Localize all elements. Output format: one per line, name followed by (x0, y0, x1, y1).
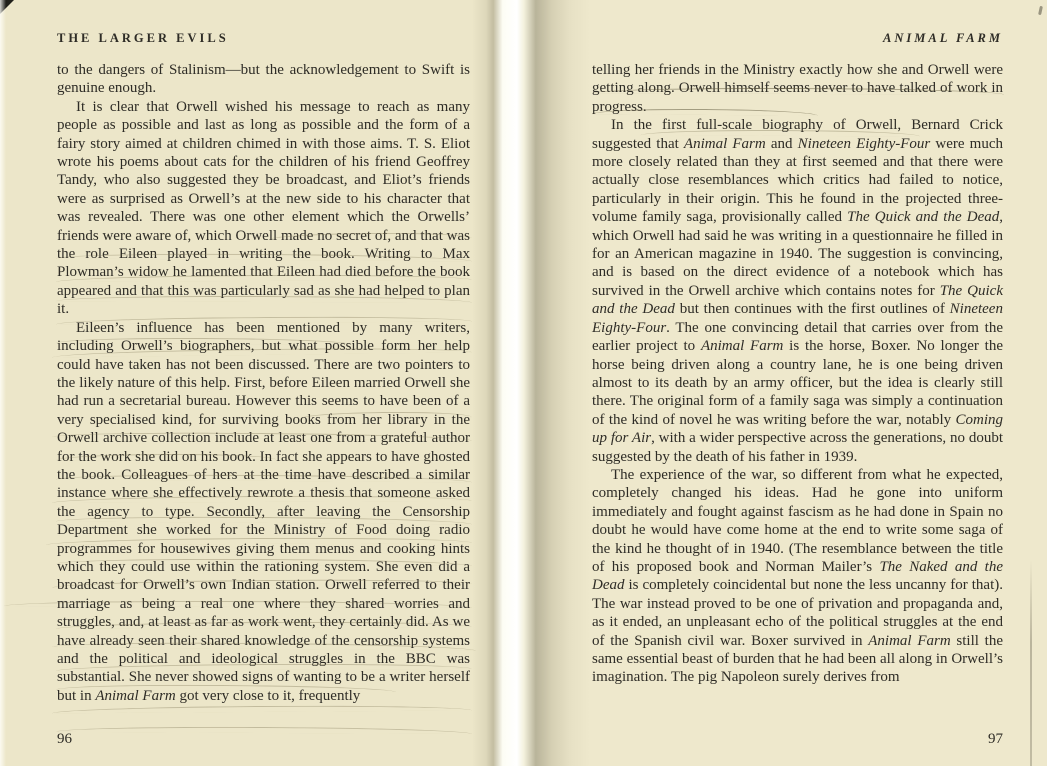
page-edge-line (1030, 560, 1032, 766)
book-title-italic: Animal Farm (95, 687, 176, 704)
left-page (0, 0, 497, 766)
right-text-block (592, 61, 1003, 687)
book-title-italic: Animal Farm (700, 338, 784, 355)
right-running-head: ANIMAL FARM (883, 31, 1003, 45)
text-run: It is clear that Orwell wished his message to reach as many people as possible and last as long as possible and the form of a fairy story aimed at children chimed in with those aims. T. S. Eliot wrote his poems about cats for the children of his friend Geoffrey Tandy, who also suggested they be broadcast, and Eliot’s friends were as surprised as Orwell’s at the new side to his character that was revealed. There was one other element which the Orwells’ friends were aware of, which Orwell made no secret of, and that was the role Eileen played in writing the book. Writing to Max Plowman’s widow he lamented that Eileen had died before the book appeared and that this was particularly sad as she had helped to plan it. (57, 98, 470, 318)
right-page (520, 0, 1047, 766)
book-gutter (472, 0, 590, 766)
text-run: but then continues with the first outlines of (674, 301, 950, 318)
book-title-italic: The Quick and the Dead (847, 209, 1000, 226)
text-run: were much more closely related than they at first seemed and that there were actually close resemblances which critics had failed to notice, particularly in their origin. This he found in the projected three-volume family saga, provisionally called (592, 135, 1003, 226)
paragraph (592, 466, 1003, 687)
text-run: to the dangers of Stalinism—but the acknowledgement to Swift is genuine enough. (57, 62, 470, 97)
left-page-number: 96 (57, 731, 72, 747)
book-title-italic: Coming up for Air (592, 411, 1003, 447)
book-title-italic: The Naked and the Dead (592, 558, 1003, 594)
text-run: , which Orwell had said he was writing in a questionnaire he filled in for an American magazine in 1940. The suggestion is convincing, and is based on the direct evidence of a notebook which has survived in the Orwell archive which contains notes for (592, 209, 1003, 299)
text-run: still the same essential beast of burden that he had been all along in Orwell’s imagination. The pig Napoleon surely derives from (592, 632, 1003, 686)
book-title-italic: Nineteen Eighty-Four (592, 301, 1003, 336)
text-run: got very close to it, frequently (175, 687, 361, 704)
left-text-block (57, 61, 470, 705)
text-run: The experience of the war, so different from what he expected, completely changed his ideas. Had he gone into uniform immediately and fought against fascism as he had done in Spain no doubt he would have come home at the end to write some saga of the kind he thought of in 1940. (The resemblance between the title of his proposed book and Norman Mailer’s (592, 466, 1003, 575)
text-run: In the first full-scale biography of Orwell, Bernard Crick suggested that (592, 117, 1003, 152)
paragraph (57, 61, 470, 98)
scan-left-edge (0, 0, 6, 766)
right-page-number: 97 (988, 731, 1003, 747)
text-run: Eileen’s influence has been mentioned by many writers, including Orwell’s biographers, but what possible form her help could have taken has not been discussed. There are two pointers to the likely nature of this help. First, before Eileen married Orwell she had run a secretarial bureau. However this seems to have been of a very specialised kind, for surviving books from her library in the Orwell archive collection include at least one from a grateful author for the work she did on his book. In fact she appears to have ghosted the book. Colleagues of hers at the time have described a similar instance where she effectively rewrote a thesis that someone asked the agency to type. Secondly, after leaving the Censorship Department she worked for the Ministry of Food doing radio programmes for housewives giving them menus and cooking hints which they could use within the rationing system. She even did a broadcast for Orwell’s own Indian station. Orwell referred to their marriage as being a real one where they shared worries and struggles, and, at least as far as work went, they certainly did. As we have already seen their shared knowledge of the censorship systems and the political and ideological struggles in the BBC was substantial. She never showed signs of wanting to be a writer herself but in (57, 319, 470, 704)
book-title-italic: Animal Farm (683, 135, 766, 152)
paragraph (592, 61, 1003, 116)
text-run: is the horse, Boxer. No longer the horse being driven along a country lane, he is one being driven almost to its death by an army officer, but the idea is clearly still there. The original form of a family saga was simply a continuation of the kind of novel he was writing before the war, notably (592, 338, 1003, 428)
text-run: is completely coincidental but none the less uncanny for that). The war instead proved to be one of privation and propaganda and, as it ended, an unpleasant echo of the political struggles at the end of the Spanish civil war. Boxer survived in (592, 577, 1003, 649)
text-run: and (765, 135, 798, 152)
paragraph (592, 116, 1003, 466)
book-title-italic: Nineteen Eighty-Four (797, 135, 931, 152)
text-run: telling her friends in the Ministry exactly how she and Orwell were getting along. Orwell himself seems never to have talked of work in progress. (592, 62, 1003, 115)
paragraph (57, 319, 470, 706)
paragraph (57, 98, 470, 319)
text-run: , with a wider perspective across the generations, no doubt suggested by the death of his father in 1939. (592, 430, 1003, 465)
left-running-head: THE LARGER EVILS (57, 31, 229, 45)
book-title-italic: Animal Farm (868, 632, 951, 649)
book-title-italic: The Quick and the Dead (592, 282, 1003, 318)
text-run: . The one convincing detail that carries over from the earlier project to (592, 319, 1003, 355)
